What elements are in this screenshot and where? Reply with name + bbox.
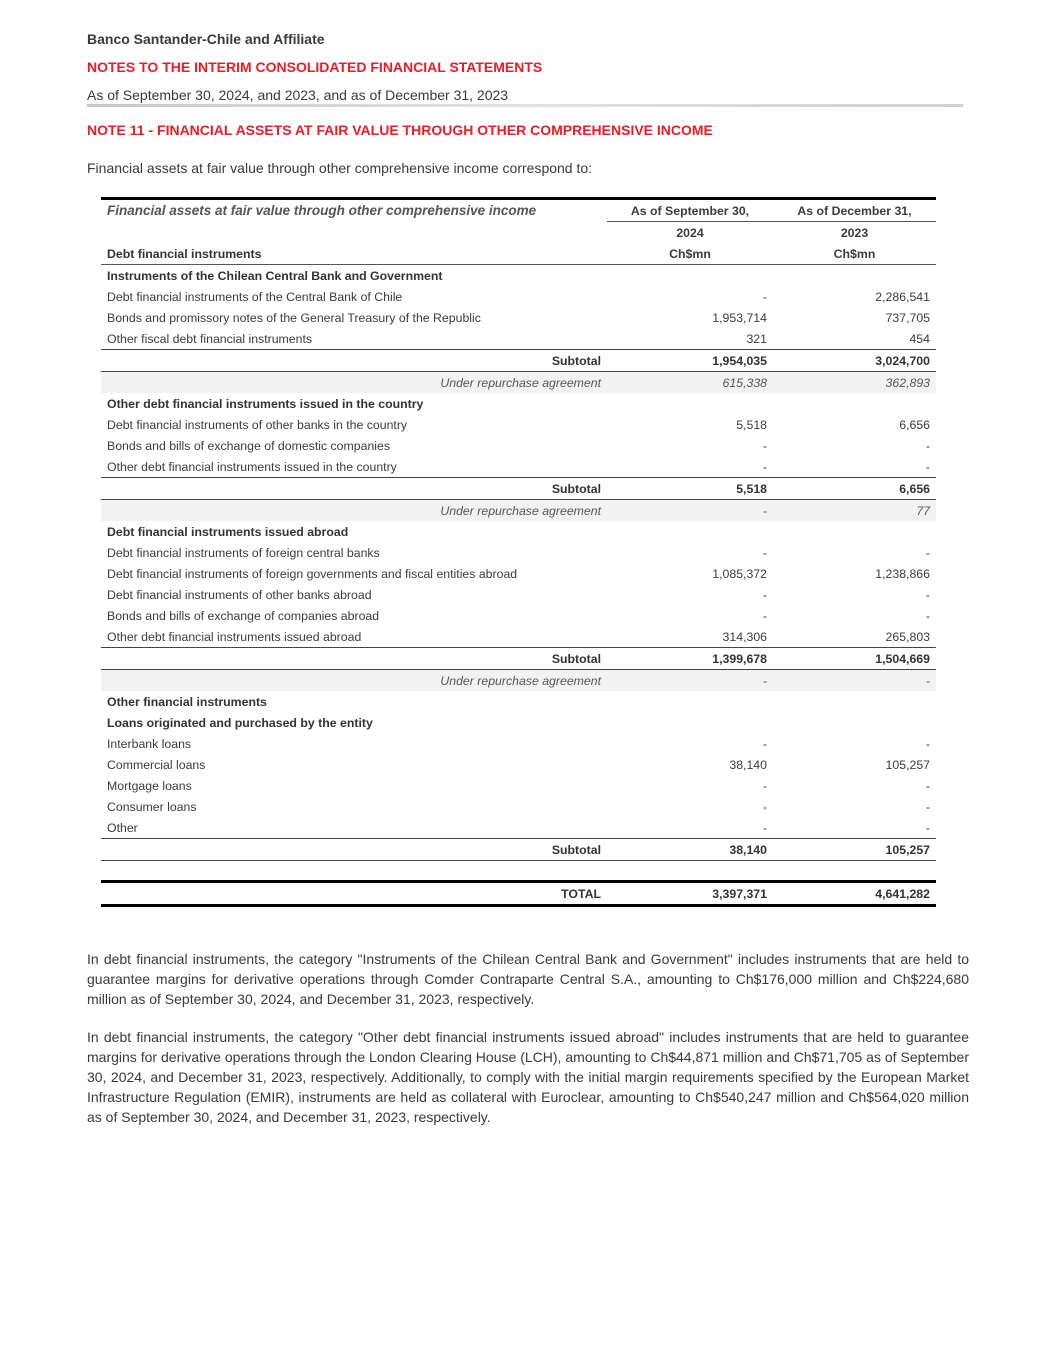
subtotal-row: Subtotal 1,954,035 3,024,700 <box>101 350 936 372</box>
table-row: Bonds and bills of exchange of companies abroad - - <box>107 608 930 623</box>
header-divider <box>87 104 963 107</box>
repo-row: Under repurchase agreement - 77 <box>101 500 936 522</box>
repo-row: Under repurchase agreement 615,338 362,893 <box>101 372 936 394</box>
table-year-row <box>101 222 936 244</box>
table-unit-row <box>101 243 936 265</box>
table-row: Debt financial instruments of other banks abroad - - <box>107 587 930 602</box>
table-row: Mortgage loans - - <box>107 778 930 793</box>
table-row: Debt financial instruments of foreign governments and fiscal entities abroad 1,085,372 1,238,866 <box>107 566 930 581</box>
col-year-2023: 2023 <box>840 225 869 240</box>
table-row: Debt financial instruments of foreign central banks - - <box>107 545 930 560</box>
paragraph-issued-abroad: In debt financial instruments, the category "Other debt financial instruments issued abroad" includes instruments that are held to guarantee margins for derivative operations through the London Clearing House (LCH), amounting to Ch$44,871 million and Ch$71,705 as of September 30, 2024, and December 31, 2023, respectively. Additionally, to comply with the initial margin requirements specified by the European Market Infrastructure Regulation (EMIR), instruments are held as collateral with Euroclear, amounting to Ch$540,247 million and Ch$564,020 million as of September 30, 2024, and December 31, 2023, respectively. <box>87 1029 969 1125</box>
subtotal-row: Subtotal 1,399,678 1,504,669 <box>101 648 936 670</box>
company-name: Banco Santander-Chile and Affiliate <box>87 31 325 47</box>
notes-title: NOTES TO THE INTERIM CONSOLIDATED FINANCIAL STATEMENTS <box>87 59 543 75</box>
table-row: Other - - <box>107 820 930 835</box>
table-row: Bonds and bills of exchange of domestic companies - - <box>107 438 930 453</box>
as-of-date: As of September 30, 2024, and 2023, and as of December 31, 2023 <box>87 87 509 103</box>
col-header-dec2023: As of December 31, <box>773 199 936 222</box>
table-row: Other debt financial instruments issued abroad 314,306 265,803 <box>107 629 930 644</box>
row-header-label: Debt financial instruments <box>101 243 607 265</box>
section-header: Other financial instruments <box>107 694 267 709</box>
table-row: Interbank loans - - <box>107 736 930 751</box>
subtotal-row: Subtotal 5,518 6,656 <box>101 478 936 500</box>
section-subheader: Loans originated and purchased by the entity <box>107 715 373 730</box>
section-header: Other debt financial instruments issued in the country <box>107 396 424 411</box>
table-row: Commercial loans 38,140 105,257 <box>107 757 930 772</box>
paragraph-central-bank: In debt financial instruments, the category "Instruments of the Chilean Central Bank and Government" includes instruments that are held to guarantee margins for derivative operations through Comder Contraparte Central S.A., amounting to Ch$176,000 million and Ch$224,680 million as of September 30, 2024, and December 31, 2023, respectively. <box>87 951 969 1007</box>
subtotal-row: Subtotal 38,140 105,257 <box>101 839 936 861</box>
col-unit-2023: Ch$mn <box>773 243 936 265</box>
note-heading: NOTE 11 - FINANCIAL ASSETS AT FAIR VALUE THROUGH OTHER COMPREHENSIVE INCOME <box>87 122 713 138</box>
table-header-row <box>101 199 936 222</box>
section-header: Instruments of the Chilean Central Bank and Government <box>107 268 443 283</box>
financial-assets-table <box>101 197 936 907</box>
section-header: Debt financial instruments issued abroad <box>107 524 349 539</box>
intro-text: Financial assets at fair value through other comprehensive income correspond to: <box>87 160 593 176</box>
table-title: Financial assets at fair value through other comprehensive income <box>101 199 607 222</box>
col-unit-2024: Ch$mn <box>607 243 773 265</box>
table-row: Consumer loans - - <box>107 799 930 814</box>
col-year-2024: 2024 <box>676 225 704 240</box>
repo-row: Under repurchase agreement - - <box>101 670 936 692</box>
table-row: Bonds and promissory notes of the General Treasury of the Republic 1,953,714 737,705 <box>107 310 930 325</box>
table-row: Other fiscal debt financial instruments 321 454 <box>107 331 930 346</box>
table-row: Debt financial instruments of the Central Bank of Chile - 2,286,541 <box>107 289 930 304</box>
col-header-sep2024: As of September 30, <box>607 199 773 222</box>
table-row: Debt financial instruments of other banks in the country 5,518 6,656 <box>107 417 930 432</box>
table-row: Other debt financial instruments issued in the country - - <box>107 459 930 474</box>
total-row: TOTAL 3,397,371 4,641,282 <box>101 882 936 906</box>
